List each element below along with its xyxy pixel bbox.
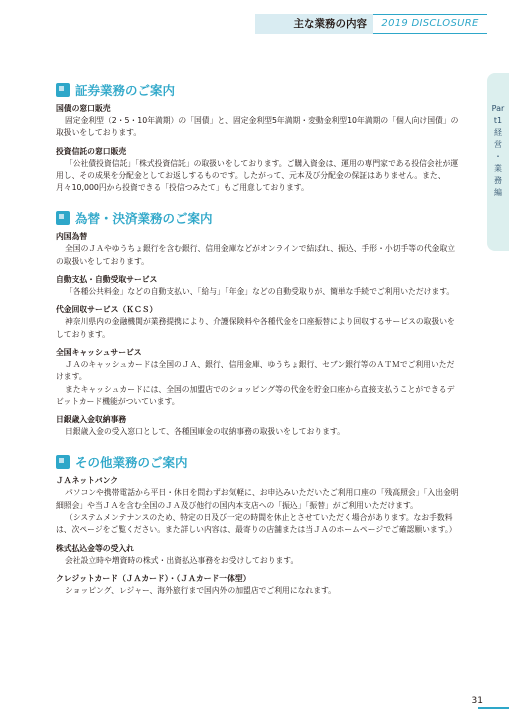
section-marker-icon bbox=[56, 455, 70, 469]
main-content bbox=[56, 80, 459, 603]
item-heading: 代金回収サービス（ＫＣＳ） bbox=[56, 305, 158, 315]
item-heading: 全国キャッシュサービス bbox=[56, 347, 142, 357]
page-header bbox=[255, 14, 487, 34]
page-title: 主な業務の内容 bbox=[255, 14, 373, 34]
disclosure-label: 2019 DISCLOSURE bbox=[373, 14, 487, 34]
item-heading: ＪＡネットバンク bbox=[56, 476, 119, 486]
side-tab bbox=[487, 73, 509, 251]
item-heading: 国債の窓口販売 bbox=[56, 104, 111, 113]
item-body: 会社設立時や増資時の株式・出資払込事務をお受けしております。 bbox=[65, 555, 299, 565]
item-body: ＪＡのキャッシュカードは全国のＪＡ、銀行、信用金庫、ゆうちょ銀行、セブン銀行等のＡＴＭでご利用いただけます。 bbox=[56, 359, 455, 382]
item-heading: 内国為替 bbox=[56, 232, 88, 242]
page-number: 31 bbox=[471, 696, 483, 706]
item-body: またキャッシュカードには、全国の加盟店でのショッピング等の代金を貯金口座から直接支払うことができるデビットカード機能がついています。 bbox=[56, 384, 455, 406]
item-body: 全国のＪＡやゆうちょ銀行を含む銀行、信用金庫などがオンラインで結ばれ、振込、手形・小切手等の代金取立の取扱いをしております。 bbox=[56, 244, 456, 266]
item-heading: 投資信託の窓口販売 bbox=[56, 146, 127, 156]
item-body: パソコンや携帯電話から平日・休日を問わずお気軽に、お申込みいただいたご利用口座の「残高照会」「入出金明細照会」や当ＪＡを含む全国のＪＡ及び他行の国内本支店への「振込」「振替」がご利用いただけます。 bbox=[56, 488, 459, 510]
section-heading: 証券業務のご案内 bbox=[75, 83, 176, 98]
section-title-other bbox=[56, 452, 459, 472]
side-tab-label: Part1 経 営 ・ 業 務 編 bbox=[491, 104, 505, 197]
item-body: ショッピング、レジャー、海外旅行まで国内外の加盟店でご利用になれます。 bbox=[65, 585, 336, 595]
item-body: （システムメンテナンスのため、特定の日及び一定の時間を休止とさせていただく場合があります。なお手数料は、次ページをご覧ください。また詳しい内容は、最寄りの店舗または当ＪＡのホームページでご確認願います。） bbox=[56, 513, 457, 535]
section-marker-icon bbox=[56, 83, 70, 97]
item-body: 「各種公共料金」などの自動支払い、「給与」「年金」などの自動受取りが、簡単な手続でご利用いただけます。 bbox=[65, 287, 455, 297]
section-heading: 為替・決済業務のご案内 bbox=[75, 211, 213, 227]
item-body: 固定金利型（2・5・10年満期）の「国債」と、固定金利型5年満期・変動金利型10年満期の「個人向け国債」の取扱いをしております。 bbox=[56, 116, 459, 138]
section-marker-icon bbox=[56, 211, 70, 225]
item-heading: クレジットカード（ＪＡカード）・（ＪＡカード一体型） bbox=[56, 573, 251, 583]
item-body: 神奈川県内の金融機関が業務提携により、介護保険料や各種代金を口座振替により回収するサービスの取扱いをしております。 bbox=[56, 317, 455, 339]
section-title-exchange bbox=[56, 208, 459, 228]
item-heading: 株式払込金等の受入れ bbox=[56, 543, 134, 553]
page-number-rule bbox=[478, 707, 509, 709]
section-heading: その他業務のご案内 bbox=[75, 455, 188, 471]
item-body: 日銀歳入金の受入窓口として、各種国庫金の収納事務の取扱いをしております。 bbox=[65, 427, 345, 437]
item-heading: 日銀歳入金収納事務 bbox=[56, 415, 127, 425]
item-body: 「公社債投資信託」「株式投資信託」の取扱いをしております。ご購入資金は、運用の専門家である投信会社が運用し、その成果を分配金としてお返しするものです。したがって、元本及び分配金の保証はありません。また、月々10,000円から投資できる「投信つみたて」もご用意しております。 bbox=[56, 158, 459, 193]
item-heading: 自動支払・自動受取サービス bbox=[56, 275, 158, 285]
section-title-securities bbox=[56, 80, 459, 100]
